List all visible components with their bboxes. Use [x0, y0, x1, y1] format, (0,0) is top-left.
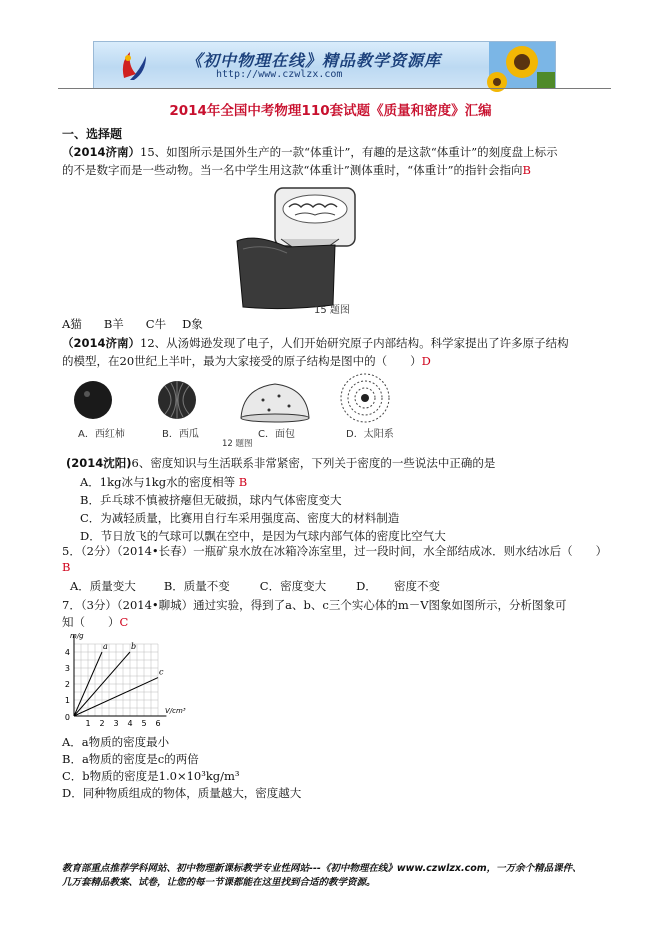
q5-option-c: C．密度变大 [259, 579, 327, 593]
q5-answer: B [62, 560, 71, 574]
q7-line2: 知（ ）C [62, 615, 129, 629]
q1-answer: B [522, 163, 531, 177]
x-tick-label: 3 [113, 719, 119, 728]
y-tick-label: 3 [64, 664, 70, 673]
q7-option-b: B．a物质的密度是c的两倍 [62, 752, 199, 766]
footer-line1: 教育部重点推荐学科网站、初中物理新课标教学专业性网站---《初中物理在线》www.czwlzx.com，一万余个精品课件、 [62, 863, 582, 874]
section-heading: 一、选择题 [62, 127, 123, 141]
q3-source: (2014沈阳) [66, 456, 132, 470]
document-title: 2014年全国中考物理110套试题《质量和密度》汇编 [169, 103, 492, 119]
series-label-b: b [131, 642, 137, 651]
q7-option-c: C．b物质的密度是1.0×10³kg/m³ [62, 769, 240, 783]
q7-line1: 7．（3分）（2014•聊城）通过实验，得到了a、b、c三个实心体的m－V图象如图所示，分析图象可 [62, 598, 567, 612]
q1-source: （2014济南） [62, 145, 141, 159]
header-banner [93, 41, 556, 89]
footer-line2: 几万套精品教案、试卷，让您的每一节课都能在这里找到合适的教学资源。 [62, 877, 376, 888]
q2-figure-label-b: B．西瓜 [162, 429, 199, 440]
origin-label: 0 [64, 713, 70, 722]
banner-title: 《初中物理在线》精品教学资源库 [186, 51, 442, 70]
q1-option-a: A猫 [62, 317, 82, 331]
q2-figure-label-c: C．面包 [258, 429, 295, 440]
y-tick-label: 1 [64, 696, 70, 705]
q2-source: （2014济南） [62, 336, 141, 350]
mass-volume-chart [62, 630, 186, 730]
page-footer [62, 862, 607, 890]
q2-line2: 的模型，在20世纪上半叶，最为大家接受的原子结构是图中的（ ）D [62, 354, 431, 368]
site-logo-icon [116, 48, 150, 82]
x-tick-label: 6 [155, 719, 161, 728]
q1-option-b: B羊 [103, 317, 124, 331]
q2-figure-label-a: A．西红柿 [78, 429, 125, 440]
x-tick-label: 1 [85, 719, 91, 728]
q2-figure-label-d: D．太阳系 [346, 429, 394, 440]
q1-option-c: C牛 [145, 317, 167, 331]
x-tick-label: 4 [127, 719, 133, 728]
q3-answer: B [238, 475, 248, 489]
q1-line1: （2014济南）15、如图所示是国外生产的一款“体重计”，有趣的是这款“体重计”的刻度盘上标示 [62, 145, 558, 159]
q3-option-d: D．节日放飞的气球可以飘在空中，是因为气球内部气体的密度比空气大 [80, 529, 446, 543]
series-label-a: a [103, 642, 108, 651]
q1-figure-caption: 15 题图 [314, 305, 350, 316]
q3-stem: (2014沈阳)6、密度知识与生活联系非常紧密，下列关于密度的一些说法中正确的是 [66, 456, 496, 470]
q3-option-c: C．为减轻质量，比赛用自行车采用强度高、密度大的材料制造 [80, 511, 400, 525]
scale-figure [235, 183, 355, 313]
q2-answer: D [421, 354, 431, 368]
q1-options [62, 316, 203, 332]
y-tick-label: 4 [64, 648, 70, 657]
q7-answer: C [119, 615, 129, 629]
x-tick-label: 2 [99, 719, 105, 728]
q2-figure-caption: 12 题图 [222, 439, 253, 449]
x-tick-label: 5 [141, 719, 147, 728]
q5-line1: 5．（2分）（2014•长春）一瓶矿泉水放在冰箱冷冻室里，过一段时间，水全部结成冰．则水结冰后（ ） [62, 544, 608, 558]
series-label-c: c [159, 667, 164, 677]
q7-option-d: D．同种物质组成的物体，质量越大，密度越大 [62, 786, 302, 800]
q1-option-d: D象 [182, 317, 203, 331]
q5-options [70, 578, 440, 594]
y-tick-label: 2 [64, 680, 70, 689]
banner-url: http://www.czwlzx.com [216, 69, 343, 80]
q7-option-a: A．a物质的密度最小 [62, 735, 170, 749]
q5-option-d: D． 密度不变 [356, 579, 441, 593]
q3-option-b: B．乒乓球不慎被挤瘪但无破损，球内气体密度变大 [80, 493, 342, 507]
q3-option-a: A．1kg冰与1kg水的密度相等 B [80, 475, 248, 489]
q2-line1: （2014济南）12、从汤姆逊发现了电子，人们开始研究原子内部结构。科学家提出了许多原子结构 [62, 336, 569, 350]
y-axis-label: m/g [70, 632, 84, 640]
x-axis-label: V/cm³ [165, 707, 186, 715]
q1-line2: 的不是数字而是一些动物。当一名中学生用这款“体重计”测体重时，“体重计”的指针会指向B [62, 163, 531, 177]
bathroom-scale-image [235, 183, 355, 313]
q5-option-b: B．质量不变 [163, 579, 230, 593]
header-rule [58, 88, 611, 89]
sunflower-image [489, 42, 555, 88]
q5-option-a: A．质量变大 [70, 579, 136, 593]
